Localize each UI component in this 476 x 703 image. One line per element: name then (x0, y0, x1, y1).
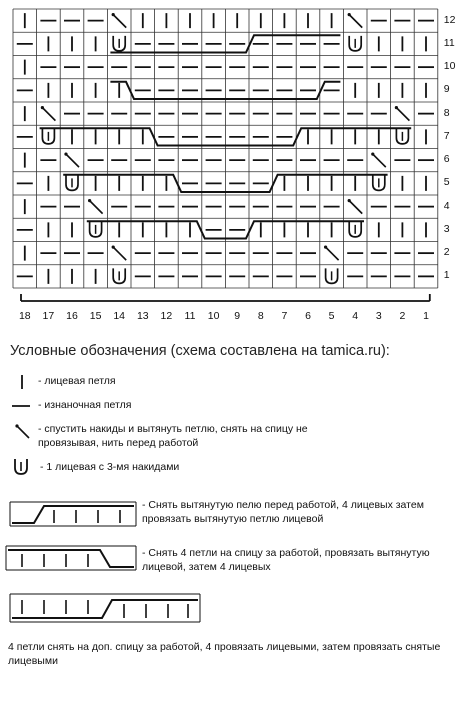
row-number: 1 (443, 269, 450, 282)
legend-drop-text: - спустить накиды и вытянуть петлю, снять на спицу не провязывая, нить перед работой (38, 423, 308, 449)
column-number: 4 (352, 310, 359, 322)
drop-stitch-dot (324, 246, 327, 249)
drop-stitch-dot (88, 199, 91, 202)
legend-cable-four-text: 4 петли снять на доп. спицу за работой, 4 провязать лицевыми, затем провязать снятые лицевыми (8, 641, 441, 667)
column-number: 3 (375, 310, 382, 322)
row-number: 12 (443, 13, 456, 26)
row-number: 2 (443, 246, 450, 259)
drop-stitch-dot (348, 199, 351, 202)
row-number: 11 (443, 36, 455, 49)
column-number: 12 (160, 310, 173, 322)
purl-symbol-icon (10, 398, 32, 414)
drop-stitch-dot (41, 106, 44, 109)
column-number: 15 (89, 310, 102, 322)
legend-knit-text: - лицевая петля (38, 375, 116, 387)
drop-stitch-dot (64, 153, 67, 156)
column-number: 14 (113, 310, 126, 322)
cable-four-icon (8, 592, 202, 626)
row-number: 7 (443, 129, 450, 142)
column-number: 9 (234, 310, 241, 322)
column-number: 16 (66, 310, 78, 322)
knit-symbol-icon (16, 374, 28, 390)
row-number: 6 (443, 153, 450, 166)
cable-front-icon (8, 500, 138, 530)
column-number: 8 (257, 310, 264, 322)
row-number: 8 (443, 106, 450, 119)
drop-stitch-dot (395, 106, 398, 109)
column-number: 6 (305, 310, 311, 322)
triple-wrap-icon (11, 456, 31, 478)
legend-purl-text: - изнаночная петля (38, 399, 132, 411)
column-number: 10 (207, 310, 220, 322)
row-number: 10 (443, 60, 456, 73)
column-number: 18 (18, 310, 31, 322)
column-number: 17 (42, 310, 55, 322)
column-number: 7 (281, 310, 288, 322)
cable-back-icon (4, 544, 138, 574)
column-number: 5 (328, 310, 335, 322)
legend-cable-front-text: - Снять вытянутую пелю перед работой, 4 лицевых затем провязать вытянутую петлю лицевой (142, 499, 424, 525)
row-number: 5 (443, 176, 450, 189)
drop-stitch-dot (112, 246, 115, 249)
drop-stitch-icon (13, 422, 33, 442)
legend-triple-wrap-text: - 1 лицевая с 3-мя накидами (40, 461, 180, 473)
column-number: 11 (184, 310, 196, 322)
drop-stitch-dot (371, 153, 374, 156)
row-number: 4 (443, 199, 450, 212)
row-number: 9 (443, 83, 450, 96)
column-number: 13 (136, 310, 149, 322)
row-number: 3 (443, 222, 450, 235)
legend-cable-back-text: - Снять 4 петли на спицу за работой, провязать вытянутую лицевой, затем 4 лицевых (142, 547, 430, 573)
column-number: 1 (423, 310, 429, 322)
legend-title: Условные обозначения (схема составлена на tamica.ru): (10, 343, 390, 359)
column-number: 2 (399, 310, 406, 322)
drop-stitch-dot (112, 13, 115, 16)
drop-stitch-dot (348, 13, 351, 16)
